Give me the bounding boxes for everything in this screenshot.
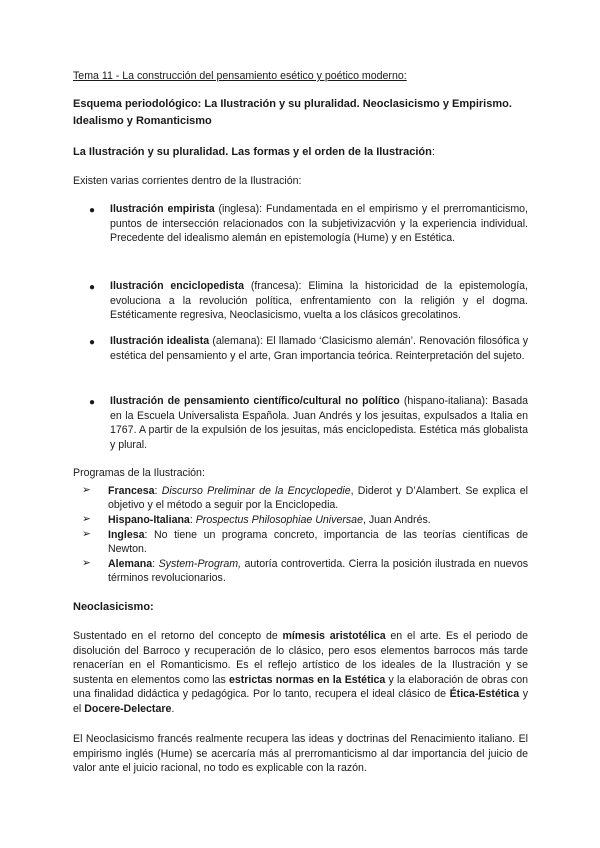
neo-paragraph-1: Sustentado en el retorno del concepto de mímesis aristotélica en el arte. Es el periodo de disolución del Barroco y recuperación de lo clásico, pero esos elementos barrocos más tarde renacerían en el Romanticismo. Es el reflejo artístico de los ideales de la Ilustración y se sustenta en elementos como las estrictas normas en la Estética y la elaboración de obras con una finalidad didáctica y pedagógica. Por lo tanto, recupera el ideal clásico de Ética-Estética y el Docere-Delectare. (73, 630, 528, 715)
program-item-hispano-italiana: Hispano-Italiana: Prospectus Philosophiae Universae, Juan Andrés. (108, 514, 431, 526)
bullet-marker: ● (89, 282, 96, 293)
programs-intro: Programas de la Ilustración: (73, 467, 205, 479)
program-item-francesa: Francesa: Discurso Preliminar de la Encyclopedie, Diderot y D’Alambert. Se explica el objetivo y el método a seguir por la Enciclopedia. (108, 485, 528, 512)
bullet-item-idealista: Ilustración idealista (alemana): El llamado ‘Clasicismo alemán’. Renovación filosófica y estética del pensamiento y el arte, Gran importancia teórica. Reinterpretación del sujeto. (110, 335, 528, 362)
page-title: Tema 11 - La construcción del pensamiento esético y poético moderno: (73, 70, 407, 82)
bullet-item-empirista: Ilustración empirista (inglesa): Fundamentada en el empirismo y el prerromanticismo, puntos de intersección relacionados con la subjetivizacvión y la experiencia individual. Precedente del idealismo alemán en epistemología (Hume) y en Estética. (110, 203, 528, 245)
bullet-marker: ● (89, 397, 96, 408)
arrow-marker: ➢ (82, 484, 91, 496)
program-item-inglesa: Inglesa: No tiene un programa concreto, importancia de las teorías científicas de Newton. (108, 529, 528, 556)
neo-paragraph-2: El Neoclasicismo francés realmente recupera las ideas y doctrinas del Renacimiento italiano. El empirismo inglés (Hume) se acercaría más al prerromanticismo al dar importancia del juicio de valor ante el juicio racional, no todo es explicable con la razón. (73, 733, 528, 774)
schema-heading-line1: Esquema periodológico: La Ilustración y su pluralidad. Neoclasicismo y Empirismo. (73, 98, 512, 110)
bullet-item-enciclopedista: Ilustración enciclopedista (francesa): Elimina la historicidad de la epistemología, evoluciona a la revolución política, enfrentamiento con la religión y el dogma. Estéticamente regresiva, Neoclasicismo, vuelta a los clásicos grecolatinos. (110, 280, 528, 322)
arrow-marker: ➢ (82, 557, 91, 569)
program-item-alemana: Alemana: System-Program, autoría controvertida. Cierra la posición ilustrada en nuevos términos revolucionarios. (108, 558, 529, 585)
section-heading-ilustracion: La Ilustración y su pluralidad. Las formas y el orden de la Ilustración: (73, 146, 435, 158)
section-heading-neoclasicismo: Neoclasicismo: (73, 601, 154, 613)
schema-heading-line2: Idealismo y Romanticismo (73, 115, 212, 127)
arrow-marker: ➢ (82, 513, 91, 525)
bullet-marker: ● (89, 205, 96, 216)
section-intro: Existen varias corrientes dentro de la Ilustración: (73, 175, 302, 187)
arrow-marker: ➢ (82, 528, 91, 540)
bullet-marker: ● (89, 337, 96, 348)
bullet-item-cientifico: Ilustración de pensamiento científico/cultural no político (hispano-italiana): Basada en la Escuela Universalista Española. Juan Andrés y los jesuitas, expulsados a Italia en 1767. A partir de la expulsión de los jesuitas, más enciclopedista. Estética más globalista y plural. (110, 395, 528, 451)
